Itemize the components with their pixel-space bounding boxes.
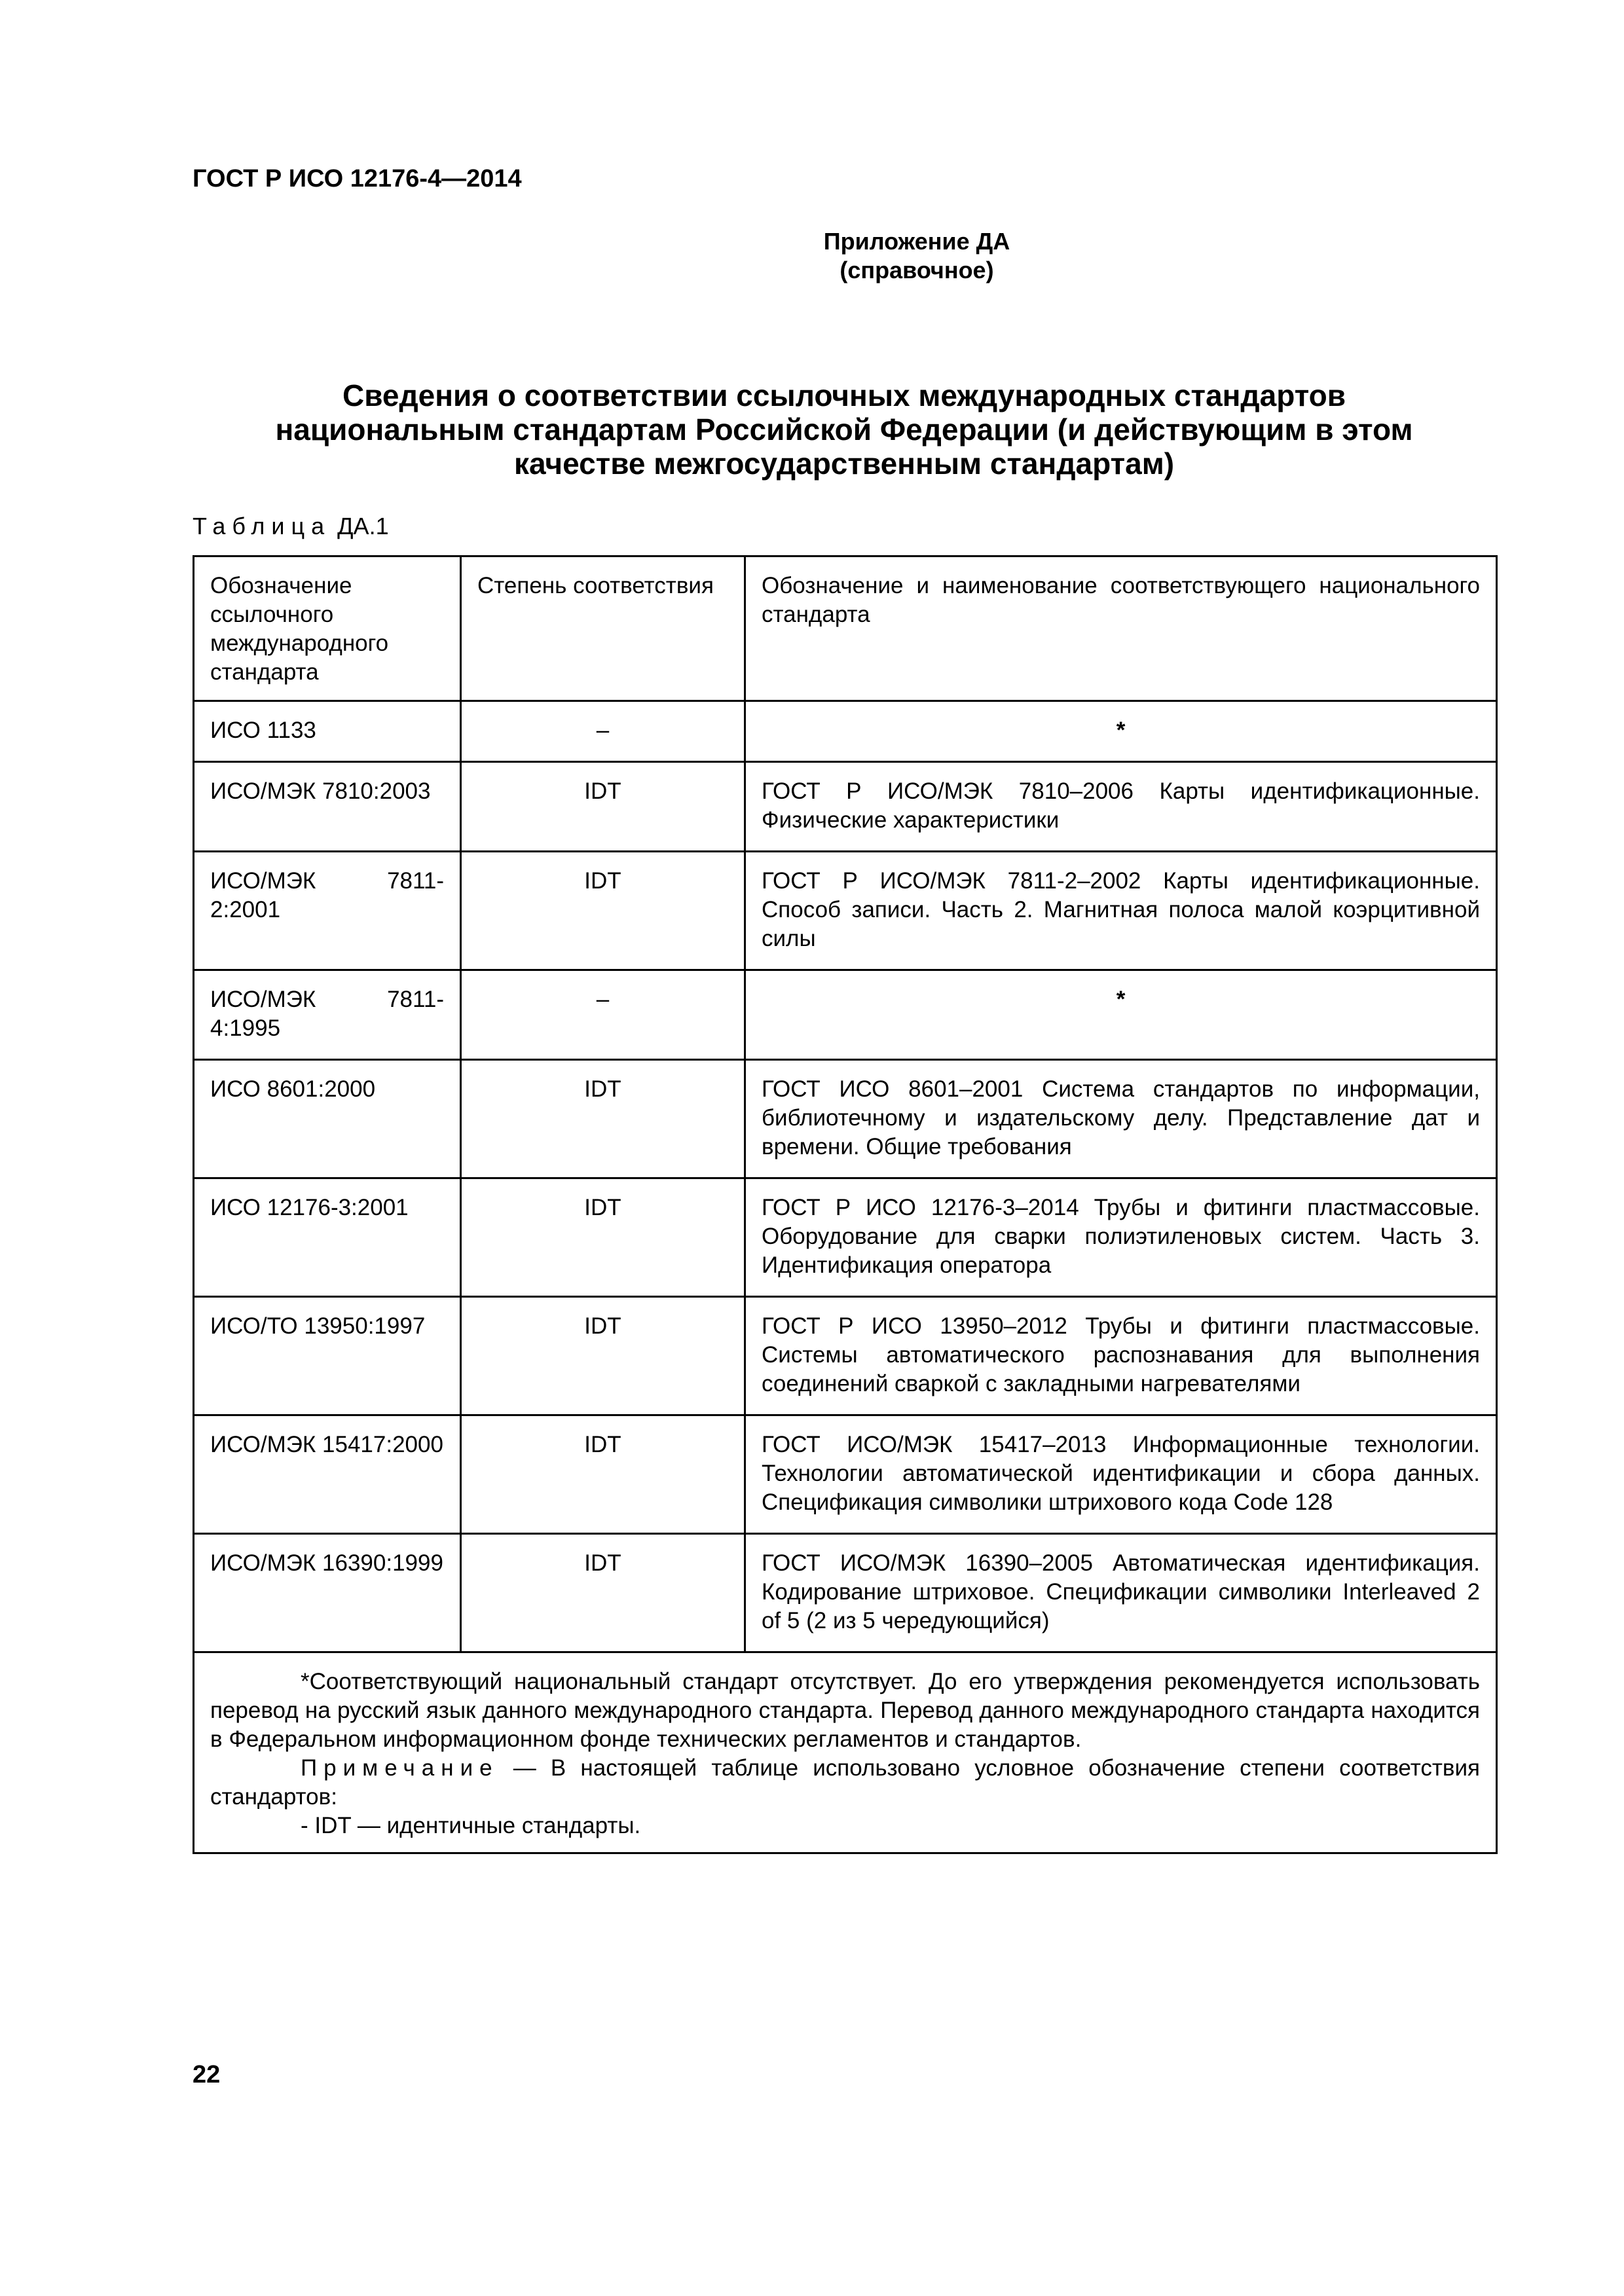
cell-intl-standard: ИСО/МЭК 7811-2:2001 [194,852,461,970]
section-title [193,378,1496,481]
cell-national-standard: ГОСТ Р ИСО 12176-3–2014 Трубы и фитинги пластмассовые. Оборудование для сварки полиэтиленовых систем. Часть 3. Идентификация оператора [745,1178,1497,1297]
cell-national-standard: * [745,701,1497,762]
footnote-text: *Соответствующий национальный стандарт отсутствует. До его утверждения рекомендуется использовать перевод на русский язык данного международного стандарта. Перевод данного международного стандарта находится в Федеральном информационном фонде технических регламентов и стандартов. [210,1669,1480,1752]
table-row [194,970,1497,1060]
standards-table [193,555,1498,1854]
table-row [194,1060,1497,1178]
cell-national-standard: * [745,970,1497,1060]
section-title-line-3: качестве межгосударственным стандартам) [513,446,1175,481]
cell-degree: IDT [461,1178,745,1297]
note-text: — В настоящей таблице использовано условное обозначение степени соответствия стандартов: [210,1755,1480,1810]
cell-national-standard: ГОСТ ИСО/МЭК 16390–2005 Автоматическая идентификация. Кодирование штриховое. Спецификации символики Interleaved 2 of 5 (2 из 5 чередующийся) [745,1534,1497,1652]
appendix-title: Приложение ДА [823,228,1010,255]
header-degree: Степень соответствия [461,556,745,701]
cell-national-standard: ГОСТ Р ИСО/МЭК 7811-2–2002 Карты идентификационные. Способ записи. Часть 2. Магнитная полоса малой коэрцитивной силы [745,852,1497,970]
cell-intl-standard: ИСО 1133 [194,701,461,762]
cell-degree: IDT [461,1415,745,1534]
cell-degree: – [461,970,745,1060]
note-label: Примечание [301,1755,499,1781]
table-caption-number: ДА.1 [337,513,389,539]
cell-intl-standard: ИСО/МЭК 16390:1999 [194,1534,461,1652]
section-title-line-1: Сведения о соответствии ссылочных международных стандартов [342,378,1346,412]
cell-degree: IDT [461,1297,745,1415]
cell-intl-standard: ИСО 8601:2000 [194,1060,461,1178]
table-caption [193,513,389,540]
document-code: ГОСТ Р ИСО 12176-4—2014 [193,165,522,192]
cell-national-standard: ГОСТ ИСО/МЭК 15417–2013 Информационные технологии. Технологии автоматической идентификации и сбора данных. Спецификация символики штрихового кода Code 128 [745,1415,1497,1534]
cell-national-standard: ГОСТ ИСО 8601–2001 Система стандартов по информации, библиотечному и издательскому делу. Представление дат и времени. Общие требования [745,1060,1497,1178]
header-intl-standard: Обозначение ссылочного международного стандарта [194,556,461,701]
table-footnote-row [194,1652,1497,1853]
section-title-line-2: национальным стандартам Российской Федерации (и действующим в этом [275,412,1413,446]
cell-intl-standard: ИСО/ТО 13950:1997 [194,1297,461,1415]
table-row [194,701,1497,762]
appendix-kind: (справочное) [840,257,994,283]
note-item: - IDT — идентичные стандарты. [301,1813,641,1838]
appendix-heading [720,227,1113,285]
cell-degree: IDT [461,852,745,970]
table-row [194,1178,1497,1297]
table-caption-word: Таблица [193,513,331,539]
header-national-standard: Обозначение и наименование соответствующего национального стандарта [745,556,1497,701]
cell-intl-standard: ИСО/МЭК 7811-4:1995 [194,970,461,1060]
table-row [194,1534,1497,1652]
note-paragraph [210,1754,1480,1812]
cell-intl-standard: ИСО/МЭК 7810:2003 [194,762,461,852]
table-header-row [194,556,1497,701]
cell-intl-standard: ИСО 12176-3:2001 [194,1178,461,1297]
table-footnote [194,1652,1497,1853]
cell-degree: – [461,701,745,762]
cell-degree: IDT [461,762,745,852]
table-row [194,1415,1497,1534]
cell-degree: IDT [461,1534,745,1652]
table-row [194,852,1497,970]
table-row [194,762,1497,852]
table-row [194,1297,1497,1415]
cell-national-standard: ГОСТ Р ИСО/МЭК 7810–2006 Карты идентификационные. Физические характеристики [745,762,1497,852]
cell-intl-standard: ИСО/МЭК 15417:2000 [194,1415,461,1534]
page-number: 22 [193,2061,221,2088]
cell-national-standard: ГОСТ Р ИСО 13950–2012 Трубы и фитинги пластмассовые. Системы автоматического распознавания для выполнения соединений сваркой с закладными нагревателями [745,1297,1497,1415]
cell-degree: IDT [461,1060,745,1178]
